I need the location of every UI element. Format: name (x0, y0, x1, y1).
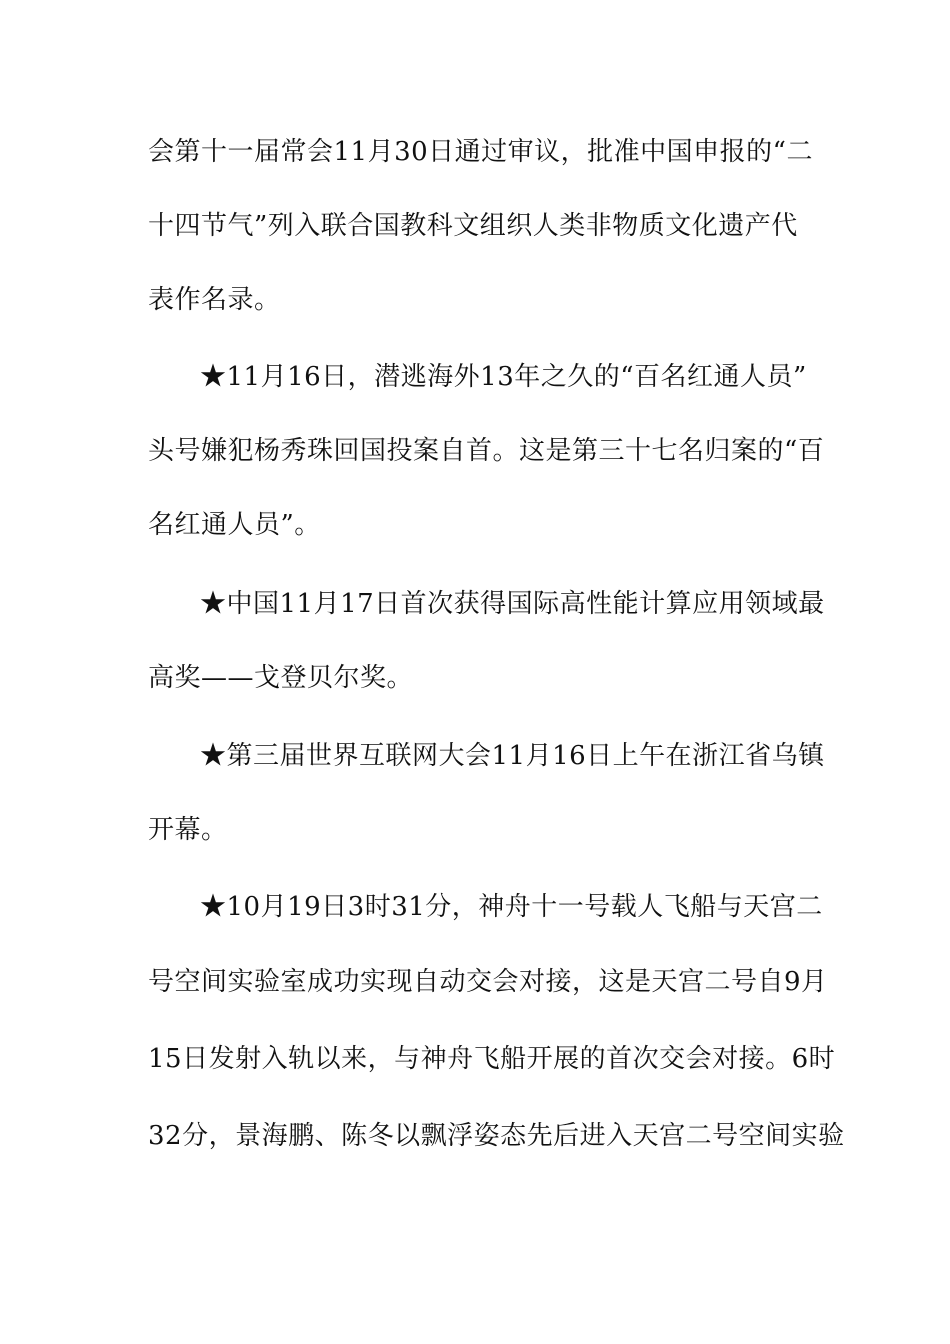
text-line: 号空间实验室成功实现自动交会对接，这是天宫二号自9月 (148, 967, 828, 997)
text-line: 高奖——戈登贝尔奖。 (148, 663, 414, 693)
text-line: ★11月16日，潜逃海外13年之久的“百名红通人员” (200, 362, 807, 392)
text-line: 32分，景海鹏、陈冬以飘浮姿态先后进入天宫二号空间实验 (148, 1121, 845, 1151)
text-line: 15日发射入轨以来，与神舟飞船开展的首次交会对接。6时 (148, 1044, 836, 1074)
text-line: ★中国11月17日首次获得国际高性能计算应用领域最 (200, 589, 825, 619)
text-line: 名红通人员”。 (148, 510, 321, 540)
text-line: 头号嫌犯杨秀珠回国投案自首。这是第三十七名归案的“百 (148, 436, 825, 466)
text-line: ★10月19日3时31分，神舟十一号载人飞船与天宫二 (200, 892, 823, 922)
text-line: 开幕。 (148, 815, 228, 845)
text-line: 表作名录。 (148, 285, 281, 315)
text-line: 会第十一届常会11月30日通过审议，批准中国申报的“二 (148, 137, 813, 167)
text-line: ★第三届世界互联网大会11月16日上午在浙江省乌镇 (200, 741, 825, 771)
text-line: 十四节气”列入联合国教科文组织人类非物质文化遗产代 (148, 211, 798, 241)
